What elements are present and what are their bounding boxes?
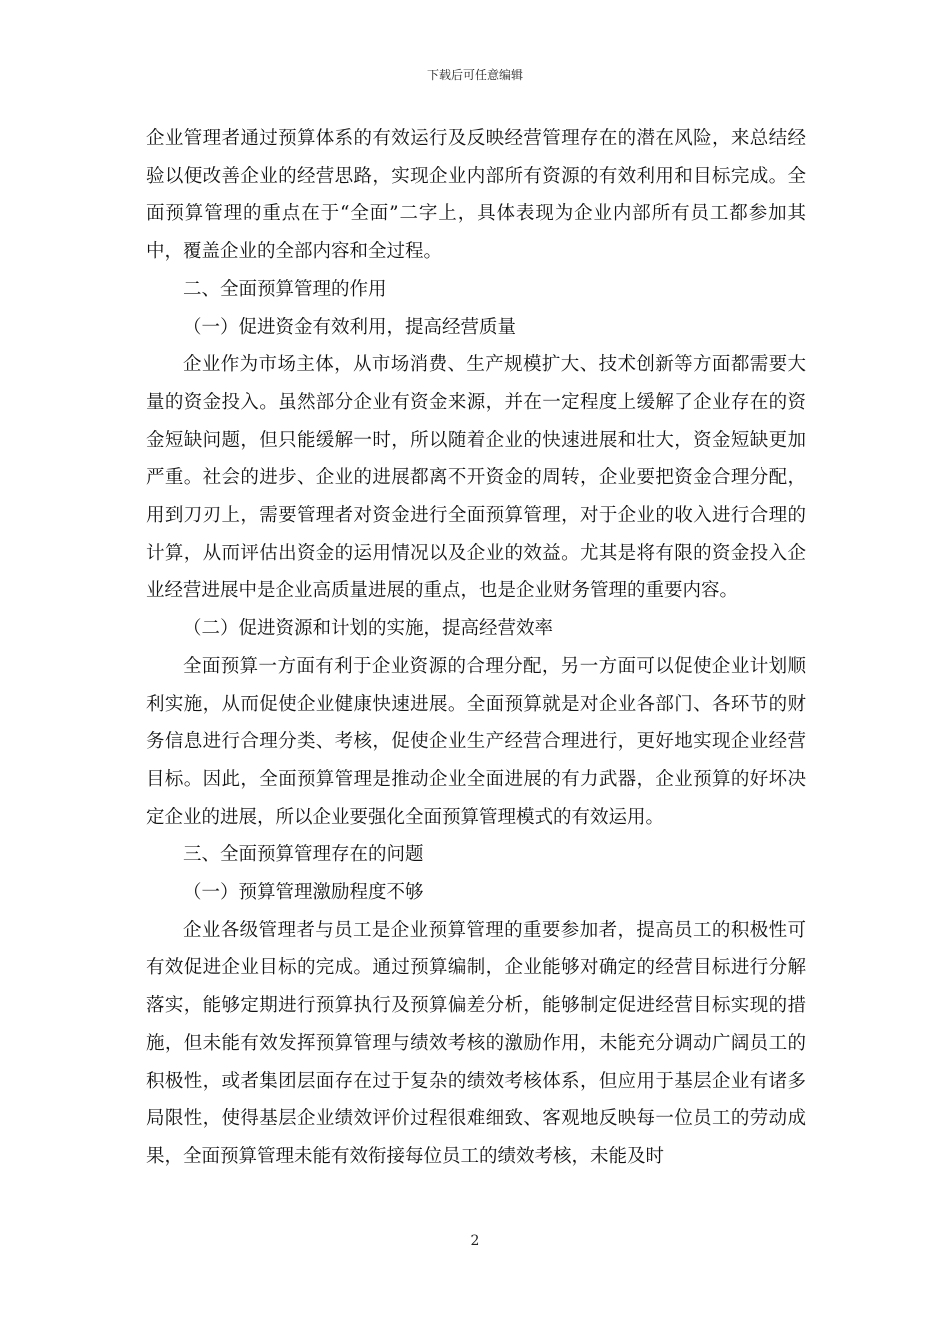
paragraph: 企业作为市场主体，从市场消费、生产规模扩大、技术创新等方面都需要大量的资金投入。虽然部分企业有资金来源，并在一定程度上缓解了企业存在的资金短缺问题，但只能缓解一时，所以随着企业的快速进展和壮大，资金短缺更加严重。社会的进步、企业的进展都离不开资金的周转，企业要把资金合理分配，用到刀刃上，需要管理者对资金进行全面预算管理，对于企业的收入进行合理的计算，从而评估出资金的运用情况以及企业的效益。尤其是将有限的资金投入企业经营进展中是企业高质量进展的重点，也是企业财务管理的重要内容。 — [146, 354, 806, 602]
section-heading-2: 二、全面预算管理的作用 — [183, 278, 387, 300]
page-number: 2 — [470, 1233, 480, 1249]
section-heading-3: 三、全面预算管理存在的问题 — [183, 844, 424, 866]
paragraph-continuation: 企业管理者通过预算体系的有效运行及反映经营管理存在的潜在风险，来总结经验以便改善企业的经营思路，实现企业内部所有资源的有效利用和目标完成。全面预算管理的重点在于“全面”二字上，具体表现为企业内部所有员工都参加其中，覆盖企业的全部内容和全过程。 — [146, 128, 806, 263]
subsection-heading-2-2: （二）促进资源和计划的实施，提高经营效率 — [183, 618, 554, 640]
paragraph: 企业各级管理者与员工是企业预算管理的重要参加者，提高员工的积极性可有效促进企业目标的完成。通过预算编制，企业能够对确定的经营目标进行分解落实，能够定期进行预算执行及预算偏差分析，能够制定促进经营目标实现的措施，但未能有效发挥预算管理与绩效考核的激励作用，未能充分调动广阔员工的积极性，或者集团层面存在过于复杂的绩效考核体系，但应用于基层企业有诸多局限性，使得基层企业绩效评价过程很难细致、客观地反映每一位员工的劳动成果，全面预算管理未能有效衔接每位员工的绩效考核，未能及时 — [146, 919, 806, 1167]
page-header: 下载后可任意编辑 — [426, 68, 523, 82]
subsection-heading-2-1: （一）促进资金有效利用，提高经营质量 — [183, 316, 517, 338]
subsection-heading-3-1: （一）预算管理激励程度不够 — [183, 882, 424, 904]
paragraph: 全面预算一方面有利于企业资源的合理分配，另一方面可以促使企业计划顺利实施，从而促使企业健康快速进展。全面预算就是对企业各部门、各环节的财务信息进行合理分类、考核，促使企业生产经营合理进行，更好地实现企业经营目标。因此，全面预算管理是推动企业全面进展的有力武器，企业预算的好坏决定企业的进展，所以企业要强化全面预算管理模式的有效运用。 — [146, 655, 806, 828]
body-text — [146, 120, 806, 1176]
